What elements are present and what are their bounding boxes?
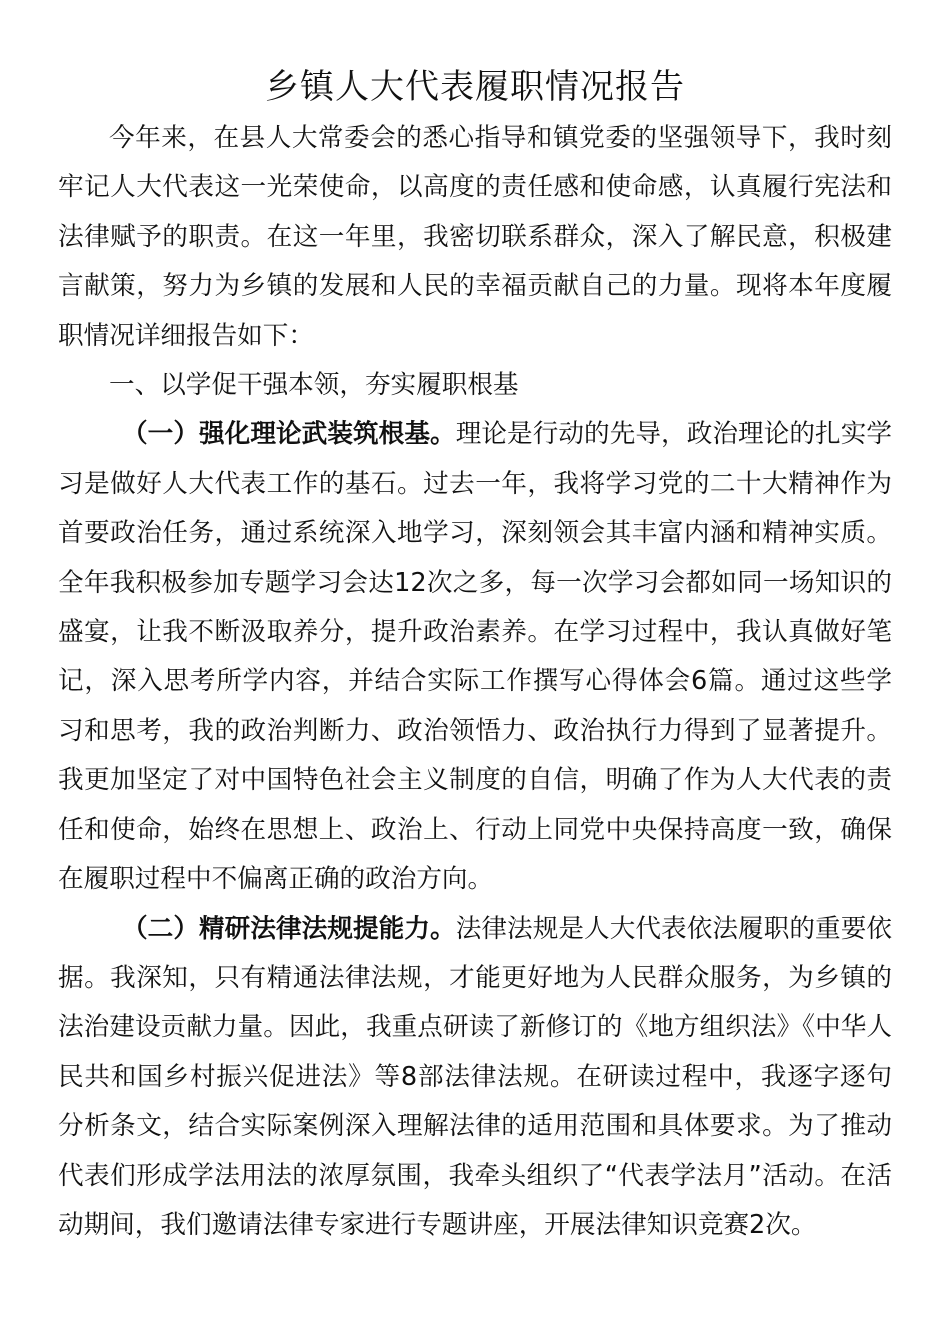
- document-title: 乡镇人大代表履职情况报告: [265, 67, 685, 107]
- subsection-1-heading: （一）强化理论武装筑根基。: [122, 419, 456, 450]
- subsection-2-heading: （二）精研法律法规提能力。: [122, 913, 456, 944]
- intro-paragraph: 今年来，在县人大常委会的悉心指导和镇党委的坚强领导下，我时刻牢记人大代表这一光荣使命，以高度的责任感和使命感，认真履行宪法和法律赋予的职责。在这一年里，我密切联系群众，深入了解民意，积极建言献策，努力为乡镇的发展和人民的幸福贡献自己的力量。现将本年度履职情况详细报告如下：: [58, 123, 892, 351]
- subsection-1-text: 理论是行动的先导，政治理论的扎实学习是做好人大代表工作的基石。过去一年，我将学习党的二十大精神作为首要政治任务，通过系统深入地学习，深刻领会其丰富内涵和精神实质。全年我积极参加专题学习会达12次之多，每一次学习会都如同一场知识的盛宴，让我不断汲取养分，提升政治素养。在学习过程中，我认真做好笔记，深入思考所学内容，并结合实际工作撰写心得体会6篇。通过这些学习和思考，我的政治判断力、政治领悟力、政治执行力得到了显著提升。我更加坚定了对中国特色社会主义制度的自信，明确了作为人大代表的责任和使命，始终在思想上、政治上、行动上同党中央保持高度一致，确保在履职过程中不偏离正确的政治方向。: [58, 419, 892, 895]
- subsection-1-paragraph: [58, 410, 892, 904]
- document-body: [58, 114, 892, 1250]
- section-1-heading: 一、以学促干强本领，夯实履职根基: [109, 370, 519, 401]
- subsection-2-paragraph: [58, 905, 892, 1251]
- subsection-2-text: 法律法规是人大代表依法履职的重要依据。我深知，只有精通法律法规，才能更好地为人民群众服务，为乡镇的法治建设贡献力量。因此，我重点研读了新修订的《地方组织法》《中华人民共和国乡村振兴促进法》等8部法律法规。在研读过程中，我逐字逐句分析条文，结合实际案例深入理解法律的适用范围和具体要求。为了推动代表们形成学法用法的浓厚氛围，我牵头组织了“代表学法月”活动。在活动期间，我们邀请法律专家进行专题讲座，开展法律知识竞赛2次。: [58, 913, 892, 1240]
